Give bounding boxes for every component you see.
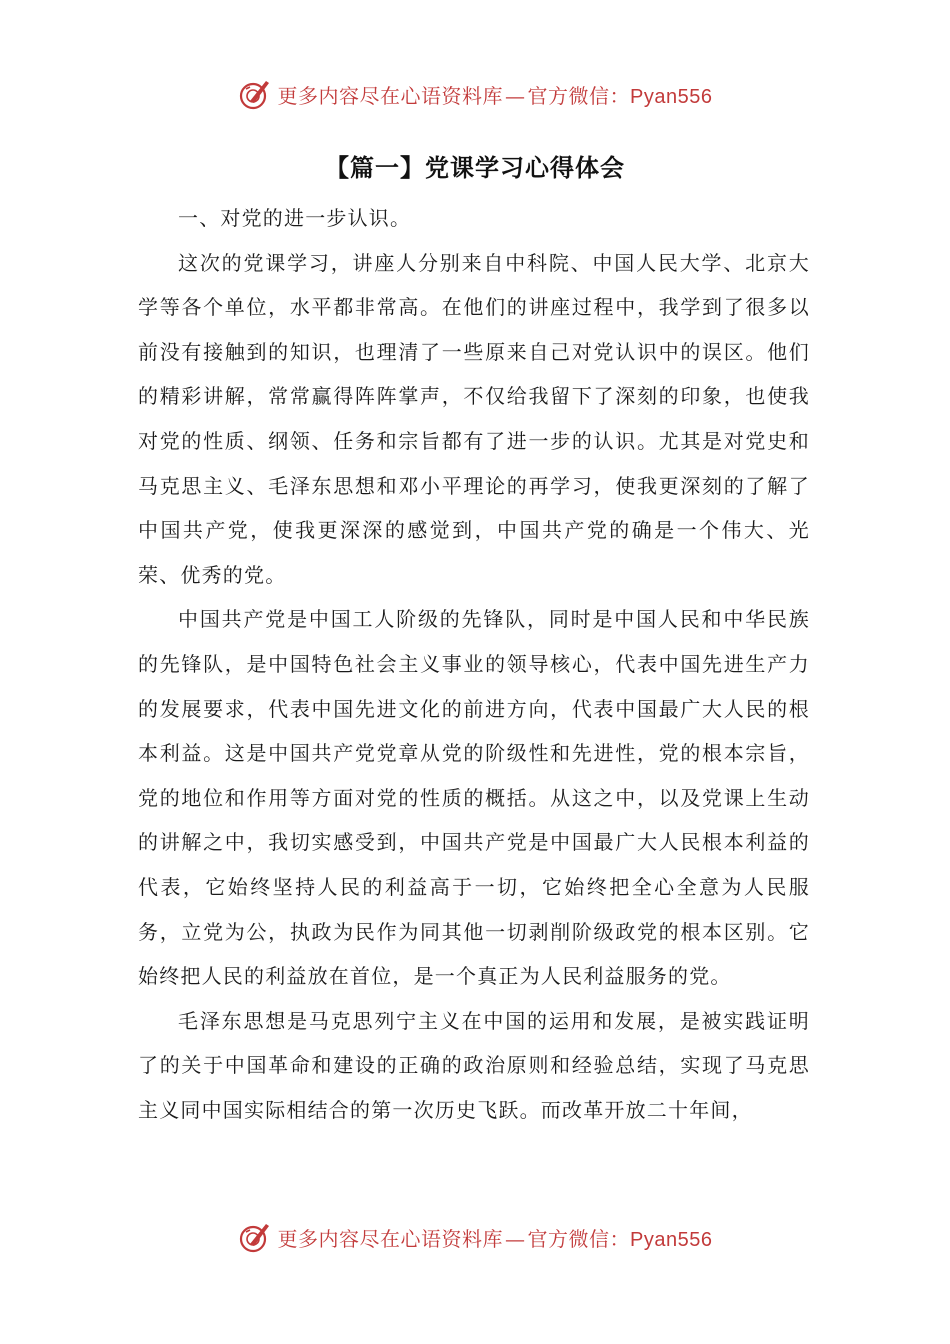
quill-logo-icon: [238, 1220, 272, 1254]
watermark-wechat-id: Pyan556: [630, 85, 713, 108]
watermark-separator: —: [505, 1226, 526, 1251]
paragraph-2: 中国共产党是中国工人阶级的先锋队，同时是中国人民和中华民族的先锋队，是中国特色社会主义事业的领导核心，代表中国先进生产力的发展要求，代表中国先进文化的前进方向，代表中国最广大人民的根本利益。这是中国共产党党章从党的阶级性和先进性，党的根本宗旨，党的地位和作用等方面对党的性质的概括。从这之中，以及党课上生动的讲解之中，我切实感受到，中国共产党是中国最广大人民根本利益的代表，它始终坚持人民的利益高于一切，它始终把全心全意为人民服务，立党为公，执政为民作为同其他一切剥削阶级政党的根本区别。它始终把人民的利益放在首位，是一个真正为人民利益服务的党。: [138, 607, 810, 989]
document-body: [138, 196, 810, 1132]
watermark-brand: 更多内容尽在心语资料库: [277, 83, 504, 108]
watermark-label: 官方微信：: [527, 1226, 631, 1251]
paragraph-3: 毛泽东思想是马克思列宁主义在中国的运用和发展，是被实践证明了的关于中国革命和建设的正确的政治原则和经验总结，实现了马克思主义同中国实际相结合的第一次历史飞跃。而改革开放二十年间，: [138, 1008, 810, 1122]
watermark-brand: 更多内容尽在心语资料库: [277, 1226, 504, 1251]
header-watermark: [0, 72, 950, 116]
document-title: 【篇一】党课学习心得体会: [325, 154, 625, 182]
watermark-text: [278, 80, 713, 109]
watermark-separator: —: [505, 83, 526, 108]
paragraph-1: 这次的党课学习，讲座人分别来自中科院、中国人民大学、北京大学等各个单位，水平都非常高。在他们的讲座过程中，我学到了很多以前没有接触到的知识，也理清了一些原来自己对党认识中的误区。他们的精彩讲解，常常赢得阵阵掌声，不仅给我留下了深刻的印象，也使我对党的性质、纲领、任务和宗旨都有了进一步的认识。尤其是对党史和马克思主义、毛泽东思想和邓小平理论的再学习，使我更深刻的了解了中国共产党，使我更深深的感觉到，中国共产党的确是一个伟大、光荣、优秀的党。: [138, 250, 810, 587]
watermark-label: 官方微信：: [527, 83, 631, 108]
watermark-text: [278, 1223, 713, 1252]
watermark-wechat-id: Pyan556: [630, 1228, 713, 1251]
quill-logo-icon: [238, 77, 272, 111]
footer-watermark: [0, 1215, 950, 1259]
section-heading: 一、对党的进一步认识。: [178, 206, 412, 230]
